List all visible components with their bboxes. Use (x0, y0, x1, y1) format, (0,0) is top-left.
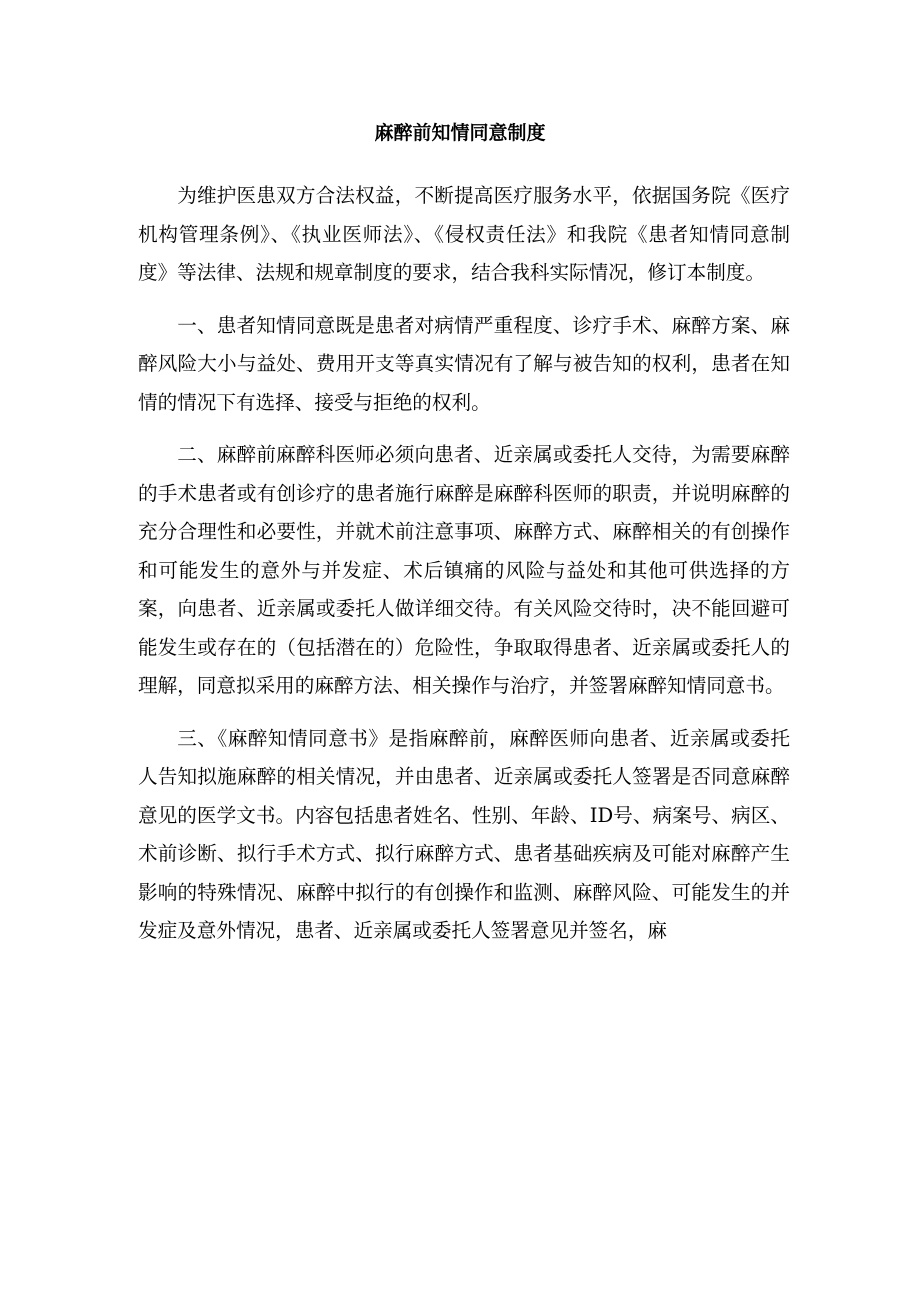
document-body (138, 177, 790, 965)
paragraph-3: 三、《麻醉知情同意书》是指麻醉前，麻醉医师向患者、近亲属或委托人告知拟施麻醉的相关情况，并由患者、近亲属或委托人签署是否同意麻醉意见的医学文书。内容包括患者姓名、性别、年龄、ID号、病案号、病区、术前诊断、拟行手术方式、拟行麻醉方式、患者基础疾病及可能对麻醉产生影响的特殊情况、麻醉中拟行的有创操作和监测、麻醉风险、可能发生的并发症及意外情况，患者、近亲属或委托人签署意见并签名，麻 (138, 726, 790, 942)
document-title: 麻醉前知情同意制度 (374, 122, 546, 144)
paragraph-intro: 为维护医患双方合法权益，不断提高医疗服务水平，依据国务院《医疗机构管理条例》、《执业医师法》、《侵权责任法》和我院《患者知情同意制度》等法律、法规和规章制度的要求，结合我科实际情况，修订本制度。 (138, 184, 790, 284)
paragraph-1: 一、患者知情同意既是患者对病情严重程度、诊疗手术、麻醉方案、麻醉风险大小与益处、费用开支等真实情况有了解与被告知的权利，患者在知情的情况下有选择、接受与拒绝的权利。 (138, 313, 790, 414)
paragraph-2: 二、麻醉前麻醉科医师必须向患者、近亲属或委托人交待，为需要麻醉的手术患者或有创诊疗的患者施行麻醉是麻醉科医师的职责，并说明麻醉的充分合理性和必要性，并就术前注意事项、麻醉方式、麻醉相关的有创操作和可能发生的意外与并发症、术后镇痛的风险与益处和其他可供选择的方案，向患者、近亲属或委托人做详细交待。有关风险交待时，决不能回避可能发生或存在的（包括潜在的）危险性，争取取得患者、近亲属或委托人的理解，同意拟采用的麻醉方法、相关操作与治疗，并签署麻醉知情同意书。 (138, 443, 790, 697)
